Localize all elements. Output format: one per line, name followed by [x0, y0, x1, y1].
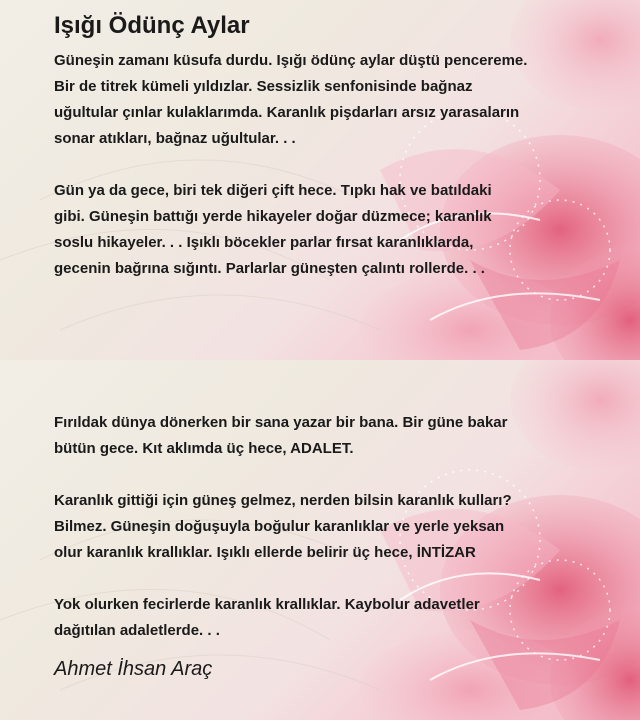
- stanza-2: [54, 178, 594, 282]
- stanza-4: [54, 488, 594, 566]
- poem-line: soslu hikayeler. . . Işıklı böcekler parlar fırsat karanlıklarda,: [54, 234, 474, 251]
- poem-line: olur karanlık krallıklar. Işıklı ellerde belirir üç hece, İNTİZAR: [54, 544, 476, 561]
- poem-line: gibi. Güneşin battığı yerde hikayeler doğar düzmece; karanlık: [54, 208, 492, 225]
- poem-line: sonar atıkları, bağnaz uğultular. . .: [54, 130, 296, 147]
- poem-line: Bir de titrek kümeli yıldızlar. Sessizlik senfonisinde bağnaz: [54, 78, 473, 95]
- poem-line: Güneşin zamanı küsufa durdu. Işığı ödünç aylar düştü pencereme.: [54, 52, 528, 69]
- poem-body-top: [54, 48, 594, 282]
- poem-line: gecenin bağrına sığıntı. Parlarlar güneşten çalıntı rollerde. . .: [54, 260, 485, 277]
- poem-line: Bilmez. Güneşin doğuşuyla boğulur karanlıklar ve yerle yeksan: [54, 518, 505, 535]
- stanza-3: [54, 410, 594, 462]
- poem-line: dağıtılan adaletlerde. . .: [54, 622, 220, 639]
- poem-line: uğultular çınlar kulaklarımda. Karanlık pişdarları arsız yarasaların: [54, 104, 520, 121]
- poem-line: Yok olurken fecirlerde karanlık krallıklar. Kaybolur adavetler: [54, 596, 480, 613]
- poem-line: Gün ya da gece, biri tek diğeri çift hece. Tıpkı hak ve batıldaki: [54, 182, 492, 199]
- poem-card-bottom: [0, 360, 640, 720]
- poem-author: Ahmet İhsan Araç: [54, 658, 213, 680]
- poem-line: Karanlık gittiği için güneş gelmez, nerden bilsin karanlık kulları?: [54, 492, 512, 509]
- poem-title: Işığı Ödünç Aylar: [54, 12, 250, 39]
- poem-line: Fırıldak dünya dönerken bir sana yazar bir bana. Bir güne bakar: [54, 414, 508, 431]
- poem-body-bottom: [54, 410, 594, 644]
- stanza-1: [54, 48, 594, 152]
- stanza-5: [54, 592, 594, 644]
- poem-line: bütün gece. Kıt aklımda üç hece, ADALET.: [54, 440, 354, 457]
